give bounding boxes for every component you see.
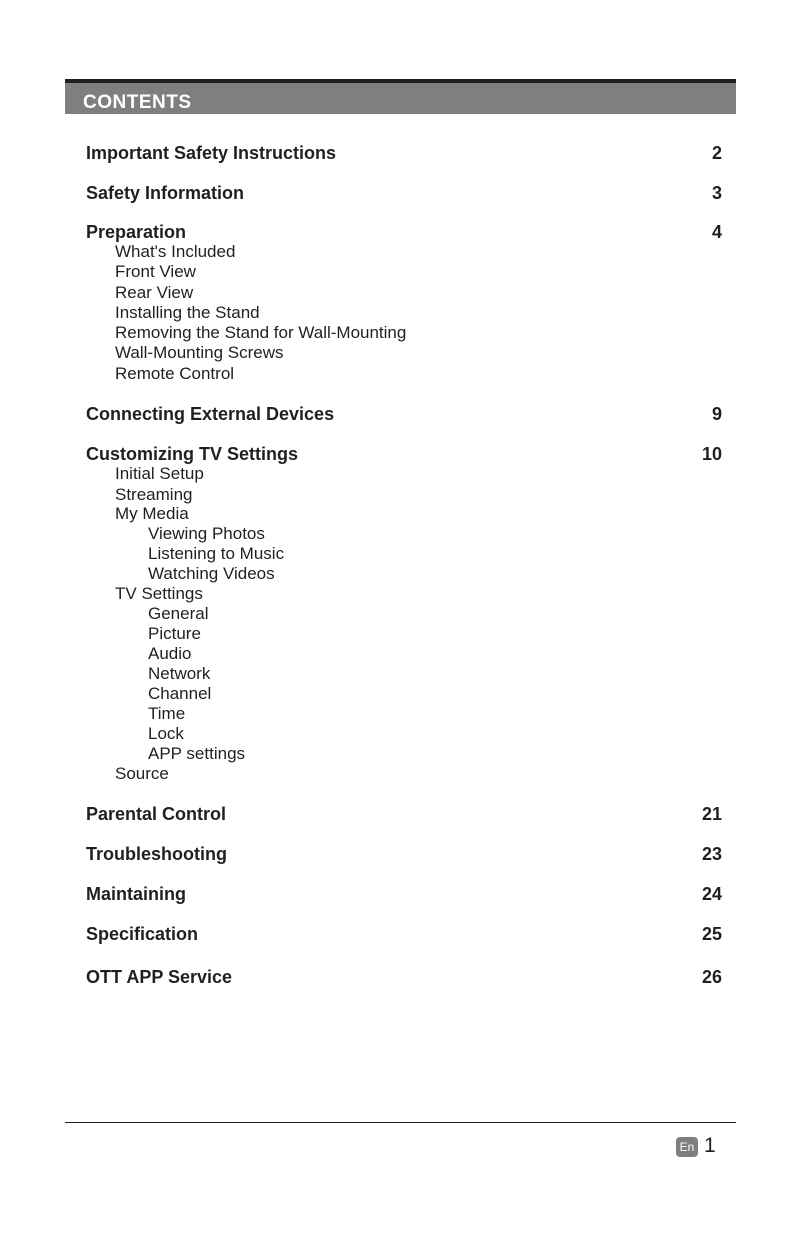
toc-entry xyxy=(0,684,796,706)
toc-entry xyxy=(0,524,796,546)
page-title: CONTENTS xyxy=(83,92,192,113)
toc-entry xyxy=(0,924,796,946)
footer-divider xyxy=(65,1122,736,1123)
toc-entry-label: Important Safety Instructions xyxy=(86,143,337,163)
toc-entry-page: 3 xyxy=(711,183,722,203)
toc-entry xyxy=(0,744,796,766)
toc-entry xyxy=(0,584,796,606)
toc-entry xyxy=(0,604,796,626)
toc-entry xyxy=(0,804,796,826)
toc-entry xyxy=(0,222,796,244)
toc-entry-label: My Media xyxy=(115,504,189,523)
toc-entry xyxy=(0,967,796,989)
toc-entry-page: 26 xyxy=(701,967,722,987)
toc-entry-label: What's Included xyxy=(115,242,236,261)
toc-entry xyxy=(0,544,796,566)
toc-entry xyxy=(0,303,796,325)
toc-entry-label: Troubleshooting xyxy=(86,844,227,864)
toc-entry xyxy=(0,444,796,466)
toc-entry xyxy=(0,323,796,345)
toc-entry-label: Specification xyxy=(86,924,199,944)
toc-entry-label: Front View xyxy=(115,262,196,281)
toc-entry-label: Customizing TV Settings xyxy=(86,444,299,464)
toc-entry xyxy=(0,183,796,205)
toc-entry-page: 23 xyxy=(701,844,722,864)
toc-entry xyxy=(0,283,796,305)
toc-entry-label: Parental Control xyxy=(86,804,227,824)
toc-entry xyxy=(0,404,796,426)
toc-entry-label: Maintaining xyxy=(86,884,186,904)
toc-entry-label: OTT APP Service xyxy=(86,967,233,987)
toc-entry-label: Listening to Music xyxy=(148,544,285,563)
toc-entry xyxy=(0,564,796,586)
toc-entry-label: Audio xyxy=(148,644,192,663)
toc-entry xyxy=(0,644,796,666)
toc-entry-label: Source xyxy=(115,764,169,783)
toc-entry-label: Installing the Stand xyxy=(115,303,260,322)
toc-entry-page: 9 xyxy=(711,404,722,424)
toc-entry-label: Viewing Photos xyxy=(148,524,265,543)
toc-entry xyxy=(0,624,796,646)
page-number: 1 xyxy=(704,1134,716,1157)
toc-entry-label: Connecting External Devices xyxy=(86,404,335,424)
toc-entry xyxy=(0,464,796,486)
language-badge: En xyxy=(676,1137,698,1157)
toc-entry xyxy=(0,242,796,264)
toc-entry xyxy=(0,844,796,866)
toc-entry-label: Rear View xyxy=(115,283,194,302)
toc-entry-label: Channel xyxy=(148,684,212,703)
toc-entry-label: Watching Videos xyxy=(148,564,275,583)
toc-entry xyxy=(0,724,796,746)
toc-entry-label: APP settings xyxy=(148,744,246,763)
toc-entry xyxy=(0,704,796,726)
toc-entry xyxy=(0,143,796,165)
toc-entry xyxy=(0,504,796,526)
toc-entry xyxy=(0,364,796,386)
toc-entry xyxy=(0,262,796,284)
toc-entry-label: Wall-Mounting Screws xyxy=(115,343,284,362)
toc-entry-label: Remote Control xyxy=(115,364,235,383)
toc-entry-label: Safety Information xyxy=(86,183,245,203)
toc-entry-page: 4 xyxy=(711,222,722,242)
toc-entry xyxy=(0,884,796,906)
toc-entry-label: Lock xyxy=(148,724,184,743)
toc-entry-page: 2 xyxy=(711,143,722,163)
toc-entry-label: Streaming xyxy=(115,485,193,504)
toc-entry-page: 21 xyxy=(701,804,722,824)
toc-entry xyxy=(0,343,796,365)
toc-entry xyxy=(0,664,796,686)
toc-entry-page: 24 xyxy=(701,884,722,904)
toc-entry-label: Time xyxy=(148,704,186,723)
toc-entry-label: Initial Setup xyxy=(115,464,204,483)
toc-entry-label: Preparation xyxy=(86,222,187,242)
toc-entry-label: Removing the Stand for Wall-Mounting xyxy=(115,323,407,342)
toc-entry-label: General xyxy=(148,604,209,623)
toc-entry xyxy=(0,764,796,786)
toc-entry-label: TV Settings xyxy=(115,584,203,603)
toc-entry-label: Network xyxy=(148,664,211,683)
toc-entry-label: Picture xyxy=(148,624,201,643)
contents-header xyxy=(65,79,736,114)
toc-entry-page: 10 xyxy=(701,444,722,464)
toc-entry-page: 25 xyxy=(701,924,722,944)
